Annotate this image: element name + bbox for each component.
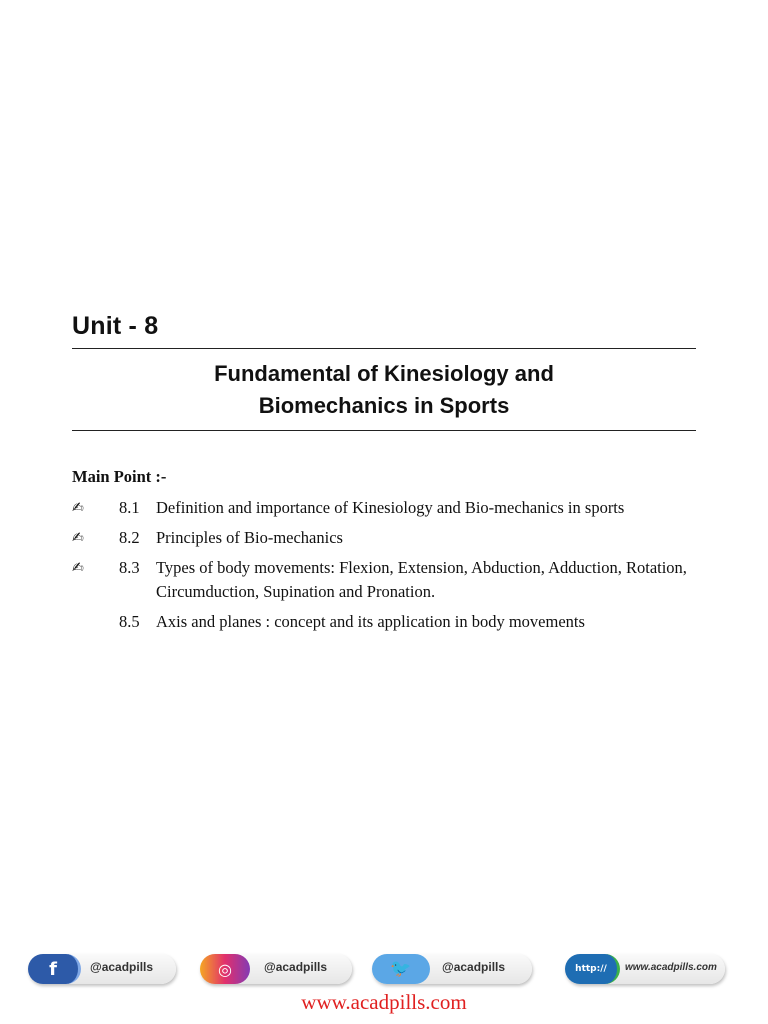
list-item (72, 556, 712, 604)
main-point-heading: Main Point :- (72, 467, 167, 486)
web-icon: http:// (565, 954, 620, 984)
twitter-icon: 🐦 (372, 954, 430, 984)
chapter-title-line1: Fundamental of Kinesiology and (214, 361, 554, 386)
instagram-icon: ◎ (200, 954, 250, 984)
writing-hand-icon: ✍ (72, 500, 84, 516)
item-text: Principles of Bio-mechanics (156, 528, 343, 547)
item-text: Axis and planes : concept and its application in body movements (156, 612, 585, 631)
instagram-link[interactable] (200, 954, 352, 984)
item-number: 8.5 (119, 612, 140, 631)
facebook-icon: f (28, 954, 81, 984)
chapter-title-line2: Biomechanics in Sports (258, 393, 510, 418)
website-link[interactable] (565, 954, 725, 984)
chapter-title (72, 358, 696, 422)
social-bar (0, 954, 768, 988)
title-top-rule (72, 348, 696, 349)
list-item (72, 526, 712, 550)
footer-url[interactable]: www.acadpills.com (301, 990, 467, 1014)
title-bottom-rule (72, 430, 696, 431)
list-item (72, 610, 712, 634)
writing-hand-icon: ✍ (72, 530, 84, 546)
item-number: 8.1 (119, 498, 140, 517)
item-number: 8.2 (119, 528, 140, 547)
instagram-handle: @acadpills (264, 960, 328, 974)
website-handle: www.acadpills.com (625, 962, 717, 973)
unit-title: Unit - 8 (72, 312, 159, 340)
item-text: Types of body movements: Flexion, Extension, Abduction, Adduction, Rotation, Circumduction, Supination and Pronation. (156, 558, 687, 601)
facebook-link[interactable] (28, 954, 176, 984)
main-point-list (72, 496, 712, 640)
item-text: Definition and importance of Kinesiology and Bio-mechanics in sports (156, 498, 625, 517)
twitter-handle: @acadpills (442, 960, 506, 974)
twitter-link[interactable] (372, 954, 532, 984)
item-number: 8.3 (119, 558, 140, 577)
facebook-handle: @acadpills (90, 960, 154, 974)
list-item (72, 496, 712, 520)
writing-hand-icon: ✍ (72, 560, 84, 576)
